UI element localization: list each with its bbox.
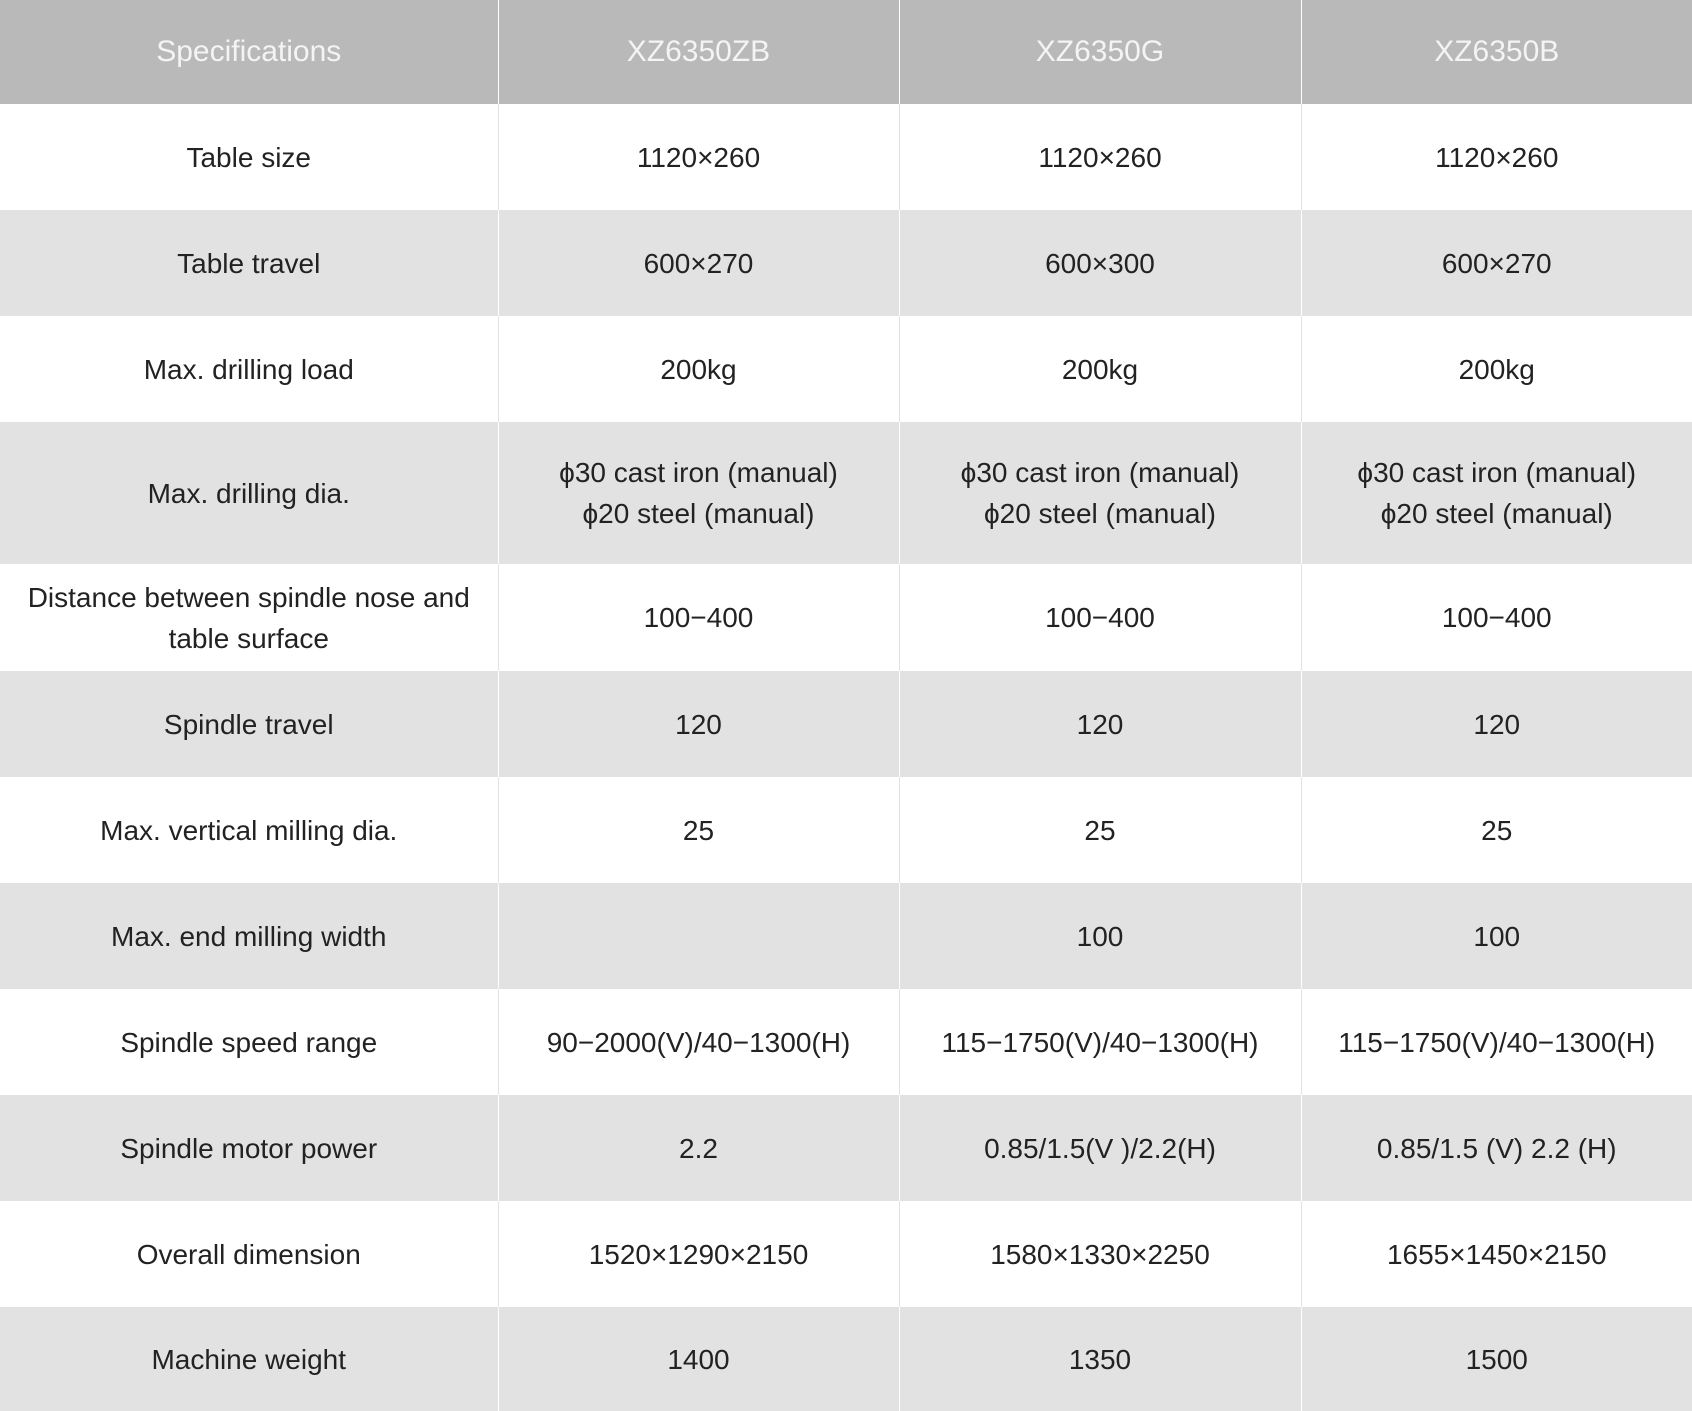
spec-value: 0.85/1.5 (V) 2.2 (H) — [1301, 1095, 1692, 1201]
spec-value-line: ϕ30 cast iron (manual) — [1357, 457, 1637, 488]
spec-value — [498, 422, 899, 564]
spec-value: 200kg — [899, 316, 1301, 422]
table-row — [0, 989, 1692, 1095]
spec-value: 115−1750(V)/40−1300(H) — [899, 989, 1301, 1095]
spec-value-line: ϕ20 steel (manual) — [983, 498, 1216, 529]
spec-value: 1120×260 — [899, 104, 1301, 210]
spec-label: Machine weight — [0, 1307, 498, 1411]
spec-value-line: ϕ30 cast iron (manual) — [559, 457, 838, 488]
spec-value — [1301, 422, 1692, 564]
spec-label: Table size — [0, 104, 498, 210]
spec-value-line: ϕ30 cast iron (manual) — [960, 457, 1240, 488]
spec-value: 25 — [1301, 777, 1692, 883]
table-row — [0, 210, 1692, 316]
spec-value: 1120×260 — [1301, 104, 1692, 210]
spec-value: 90−2000(V)/40−1300(H) — [498, 989, 899, 1095]
table-row — [0, 422, 1692, 564]
spec-label: Max. drilling load — [0, 316, 498, 422]
spec-label: Max. vertical milling dia. — [0, 777, 498, 883]
spec-value: 600×300 — [899, 210, 1301, 316]
spec-value: 120 — [498, 671, 899, 777]
spec-value: 1120×260 — [498, 104, 899, 210]
spec-value: 25 — [899, 777, 1301, 883]
spec-value — [899, 422, 1301, 564]
spec-value: 1400 — [498, 1307, 899, 1411]
spec-label: Overall dimension — [0, 1201, 498, 1307]
header-specifications: Specifications — [0, 0, 498, 104]
table-row — [0, 564, 1692, 671]
spec-value: 100−400 — [498, 564, 899, 671]
spec-value: 120 — [1301, 671, 1692, 777]
spec-label: Spindle travel — [0, 671, 498, 777]
spec-value: 1580×1330×2250 — [899, 1201, 1301, 1307]
spec-label: Distance between spindle nose and table surface — [0, 564, 498, 671]
spec-value: 100−400 — [899, 564, 1301, 671]
table-row — [0, 1201, 1692, 1307]
spec-value: 200kg — [1301, 316, 1692, 422]
header-model-xz6350zb: XZ6350ZB — [498, 0, 899, 104]
spec-value — [498, 883, 899, 989]
spec-value: 2.2 — [498, 1095, 899, 1201]
table-row — [0, 1095, 1692, 1201]
spec-label: Max. drilling dia. — [0, 422, 498, 564]
spec-value: 25 — [498, 777, 899, 883]
spec-value-line: ϕ20 steel (manual) — [582, 498, 815, 529]
spec-value: 1520×1290×2150 — [498, 1201, 899, 1307]
spec-value: 120 — [899, 671, 1301, 777]
spec-value: 1500 — [1301, 1307, 1692, 1411]
spec-value: 1350 — [899, 1307, 1301, 1411]
spec-label: Max. end milling width — [0, 883, 498, 989]
spec-value: 1655×1450×2150 — [1301, 1201, 1692, 1307]
header-row — [0, 0, 1692, 104]
spec-value-line: ϕ20 steel (manual) — [1380, 498, 1613, 529]
table-row — [0, 316, 1692, 422]
table-row — [0, 1307, 1692, 1411]
header-model-xz6350b: XZ6350B — [1301, 0, 1692, 104]
table-row — [0, 671, 1692, 777]
spec-value: 100−400 — [1301, 564, 1692, 671]
table-row — [0, 883, 1692, 989]
header-model-xz6350g: XZ6350G — [899, 0, 1301, 104]
spec-value: 100 — [1301, 883, 1692, 989]
spec-value: 0.85/1.5(V )/2.2(H) — [899, 1095, 1301, 1201]
spec-value: 100 — [899, 883, 1301, 989]
spec-label: Table travel — [0, 210, 498, 316]
spec-value: 600×270 — [498, 210, 899, 316]
spec-label: Spindle motor power — [0, 1095, 498, 1201]
spec-value: 115−1750(V)/40−1300(H) — [1301, 989, 1692, 1095]
spec-value: 600×270 — [1301, 210, 1692, 316]
spec-value: 200kg — [498, 316, 899, 422]
spec-label: Spindle speed range — [0, 989, 498, 1095]
table-row — [0, 104, 1692, 210]
table-row — [0, 777, 1692, 883]
